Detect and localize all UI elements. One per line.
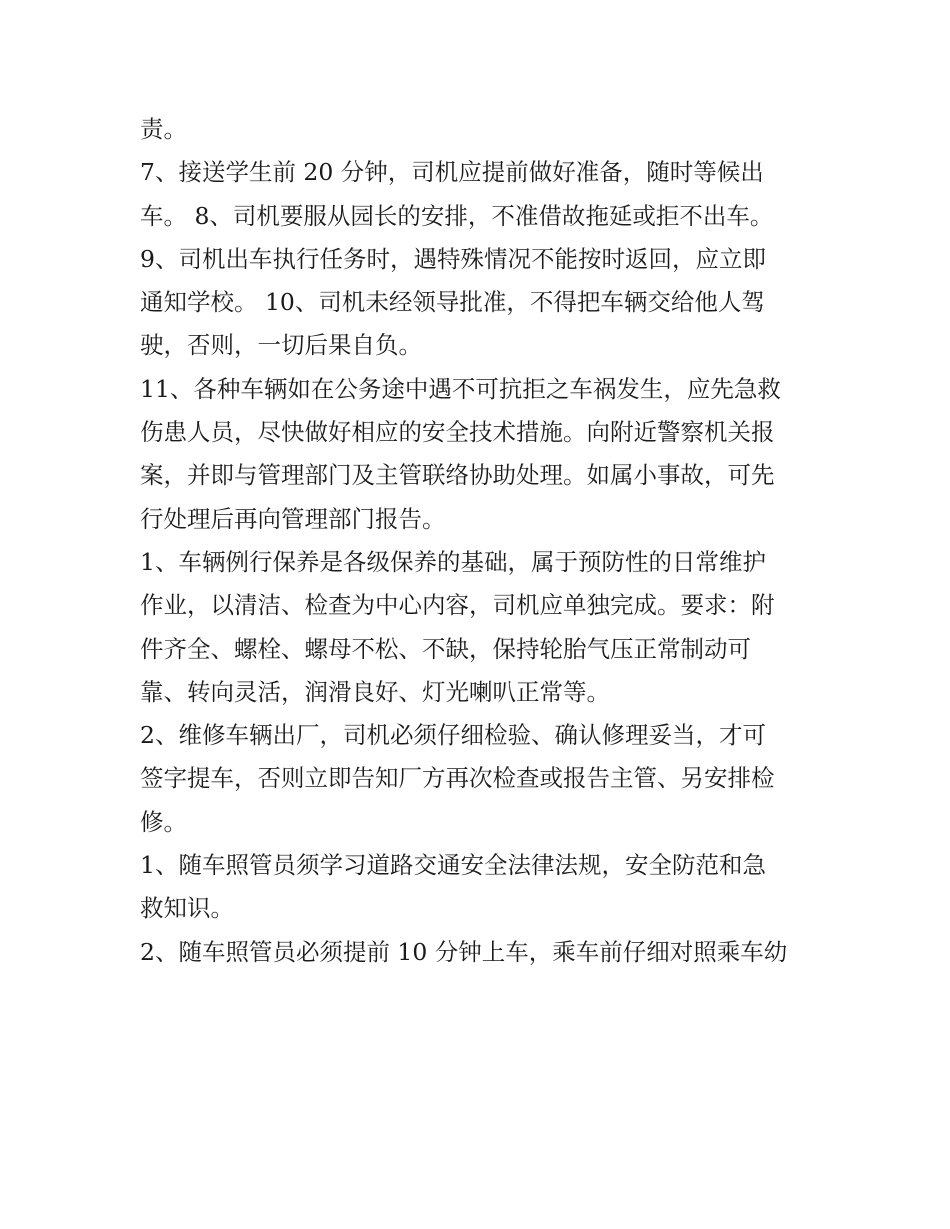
text-line: 2、随车照管员必须提前 10 分钟上车，乘车前仔细对照乘车幼 (140, 937, 788, 966)
text-line: 11、各种车辆如在公务途中遇不可抗拒之车祸发生，应先急救 (140, 374, 781, 403)
text-line: 2、维修车辆出厂，司机必须仔细检验、确认修理妥当，才可 (140, 721, 766, 750)
document-body (140, 108, 830, 974)
text-line: 7、接送学生前 20 分钟，司机应提前做好准备，随时等候出 (140, 158, 764, 187)
text-line: 救知识。 (140, 894, 234, 923)
text-line: 案，并即与管理部门及主管联络协助处理。如属小事故，可先 (140, 461, 775, 490)
text-line: 责。 (140, 115, 187, 143)
text-line: 签字提车，否则立即告知厂方再次检查或报告主管、另安排检 (140, 764, 775, 793)
text-line: 1、随车照管员须学习道路交通安全法律法规，安全防范和急 (140, 851, 766, 880)
text-line: 车。 8、司机要服从园长的安排，不准借故拖延或拒不出车。 (140, 201, 774, 230)
text-line: 驶，否则，一切后果自负。 (140, 331, 422, 360)
text-line: 行处理后再向管理部门报告。 (140, 504, 446, 533)
text-line: 1、车辆例行保养是各级保养的基础，属于预防性的日常维护 (140, 547, 766, 576)
text-line: 通知学校。 10、司机未经领导批准，不得把车辆交给他人驾 (140, 288, 765, 317)
text-line: 修。 (140, 807, 187, 836)
text-line: 作业，以清洁、检查为中心内容，司机应单独完成。要求：附 (140, 591, 775, 620)
text-line: 9、司机出车执行任务时，遇特殊情况不能按时返回，应立即 (140, 244, 766, 273)
text-line: 伤患人员，尽快做好相应的安全技术措施。向附近警察机关报 (140, 418, 775, 447)
text-line: 件齐全、螺栓、螺母不松、不缺，保持轮胎气压正常制动可 (140, 634, 751, 663)
text-line: 靠、转向灵活，润滑良好、灯光喇叭正常等。 (140, 677, 610, 706)
